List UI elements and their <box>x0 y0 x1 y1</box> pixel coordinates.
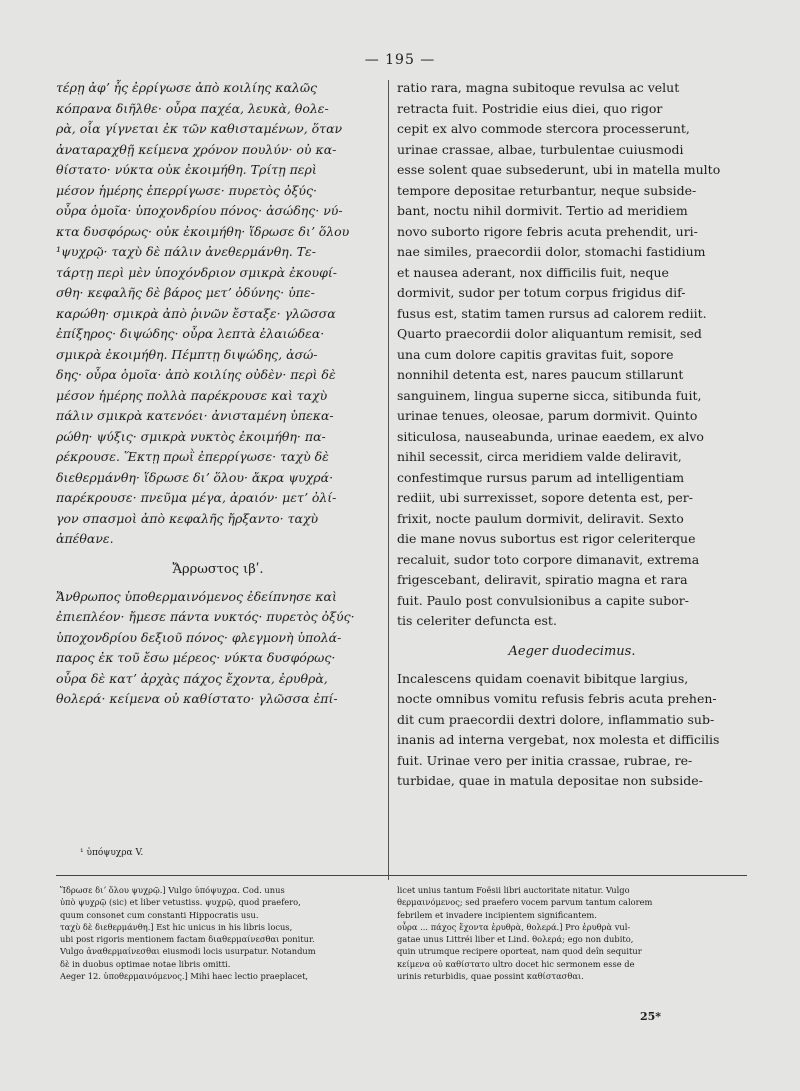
latin-text-line: Quarto praecordii dolor aliquantum remisit, sed <box>397 326 702 341</box>
latin-text-line: nihil secessit, circa meridiem valde deliravit, <box>397 449 682 464</box>
signature-mark: 25* <box>640 1010 662 1023</box>
greek-footnote: ¹ ὑπόψυχρα V. <box>80 848 144 858</box>
greek-text-line: οὖρα δὲ κατʼ ἀρχὰς πάχος ἔχοντα, ἐρυθρὰ, <box>56 670 328 686</box>
latin-case-heading: Aeger duodecimus. <box>508 643 636 659</box>
latin-text-line: fuit. Urinae vero per initia crassae, rubrae, re- <box>397 752 693 768</box>
notes-left-column <box>60 884 378 982</box>
greek-text-line: παρέκρουσε· πνεῦμα μέγα, ἀραιόν· μετʼ ὀλί- <box>56 490 337 505</box>
latin-text-part2 <box>397 669 747 792</box>
latin-text-line: cepit ex alvo commode stercora processerunt, <box>397 121 690 136</box>
note-line: Ἵδρωσε διʼ ὅλου ψυχρῷ.] Vulgo ὑπόψυχρα. Cod. unus <box>60 885 285 895</box>
greek-text-line: Ἄνθρωπος ὑποθερμαινόμενος ἐδείπνησε καὶ <box>56 588 337 604</box>
column-divider <box>388 80 389 880</box>
note-line: febrilem et invadere incipientem significantem. <box>397 909 597 920</box>
note-line: Aeger 12. ὑποθερμαινόμενος.] Mihi haec lectio praeplacet, <box>60 971 309 982</box>
greek-case-heading: Ἄρρωστος ιβʹ. <box>172 561 264 577</box>
latin-column <box>397 78 747 792</box>
latin-text-line: siticulosa, nauseabunda, urinae eaedem, ex alvo <box>397 428 704 444</box>
note-line: ubi post rigoris mentionem factam διαθερμαίνεσθαι ponitur. <box>60 934 315 945</box>
latin-text-line: sanguinem, lingua superne sicca, sitibunda fuit, <box>397 387 702 403</box>
greek-text-line: ρώθη· ψύξις· σμικρὰ νυκτὸς ἐκοιμήθη· πα- <box>56 428 326 444</box>
latin-text-line: rediit, ubi surrexisset, sopore detenta est, per- <box>397 490 693 505</box>
note-line: Vulgo ἀναθερμαίνεσθαι eiusmodi locis usurpatur. Notandum <box>60 946 316 957</box>
greek-text-line: γον σπασμοὶ ἀπὸ κεφαλῆς ἤρξαντο· ταχὺ <box>56 510 319 526</box>
greek-text-line: ἐπίξηρος· διψώδης· οὖρα λεπτὰ ἐλαιώδεα· <box>56 326 325 341</box>
greek-text-line: οὖρα ὁμοῖα· ὑποχονδρίου πόνος· ἀσώδης· νύ- <box>56 203 343 218</box>
latin-text-line: inanis ad interna vergebat, nox molesta et difficilis <box>397 732 720 747</box>
greek-text-line: σθη· κεφαλῆς δὲ βάρος μετʼ ὀδύνης· ὑπε- <box>56 285 315 300</box>
latin-text-line: frigescebant, deliravit, spiratio magna et rara <box>397 572 688 587</box>
greek-text-line: διεθερμάνθη· ἵδρωσε διʼ ὅλου· ἄκρα ψυχρά· <box>56 469 334 485</box>
latin-text-line: tempore depositae returbantur, neque subside- <box>397 182 697 198</box>
note-line: οὖρα ... πάχος ἔχοντα ἐρυθρὰ, θολερά.] Pro ἐρυθρὰ vul- <box>397 921 631 932</box>
latin-text-line: recaluit, sudor toto corpore dimanavit, extrema <box>397 551 700 567</box>
note-line: urinis returbidis, quae possint καθίστασθαι. <box>397 971 584 982</box>
latin-text-line: nonnihil detenta est, nares paucum stillarunt <box>397 367 684 382</box>
greek-text-line: κτα δυσφόρως· οὐκ ἐκοιμήθη· ἵδρωσε διʼ ὅλου <box>56 223 350 239</box>
latin-text-line: die mane novus subortus est rigor celeriterque <box>397 531 696 546</box>
greek-text-line: δης· οὖρα ὁμοῖα· ἀπὸ κοιλίης οὐδὲν· περὶ δὲ <box>56 367 336 382</box>
note-line: δὲ in duobus optimae notae libris omitti. <box>60 958 231 969</box>
greek-text-line: παρος ἐκ τοῦ ἔσω μέρεος· νύκτα δυσφόρως· <box>56 650 336 665</box>
greek-text-line: ἀναταραχθῇ κείμενα χρόνον πουλύν· οὐ κα- <box>56 141 337 157</box>
greek-text-line: ὑποχονδρίου δεξιοῦ πόνος· φλεγμονὴ ὑπολά- <box>56 629 342 645</box>
latin-text-line: urinae tenues, oleosae, parum dormivit. Quinto <box>397 408 698 423</box>
note-line: quum consonet cum constanti Hippocratis usu. <box>60 909 259 920</box>
notes-right-column <box>397 884 747 982</box>
latin-text-line: confestimque rursus parum ad intelligentiam <box>397 469 685 485</box>
latin-text-part1 <box>397 78 747 632</box>
latin-text-line: fusus est, statim tamen rursus ad calorem rediit. <box>397 305 707 321</box>
greek-text-line: ἐπιεπλέον· ἤμεσε πάντα νυκτός· πυρετὸς ὀξύς· <box>56 609 355 624</box>
latin-text-line: ratio rara, magna subitoque revulsa ac velut <box>397 80 680 95</box>
note-line: ὑπὸ ψυχρῷ (sic) et liber vetustiss. ψυχρῷ, quod praefero, <box>60 897 301 908</box>
latin-text-line: novo suborto rigore febris acuta prehendit, uri- <box>397 223 698 239</box>
note-line: quin utrumque recipere oporteat, nam quod deîn sequitur <box>397 946 642 957</box>
latin-text-line: nae similes, praecordii dolor, stomachi fastidium <box>397 244 706 259</box>
page-number: — 195 — <box>364 52 436 68</box>
latin-text-line: turbidae, quae in matula depositae non subside- <box>397 773 703 788</box>
greek-text-line: τέρῃ ἀφʼ ἧς ἐρρίγωσε ἀπὸ κοιλίης καλῶς <box>56 80 318 95</box>
greek-text-line: μέσον ἡμέρης πολλὰ παρέκρουσε καὶ ταχὺ <box>56 387 328 403</box>
greek-text-line: σμικρὰ ἐκοιμήθη. Πέμπτῃ διψώδης, ἀσώ- <box>56 346 318 362</box>
latin-text-line: retracta fuit. Postridie eius diei, quo rigor <box>397 100 663 116</box>
greek-text-line: τάρτῃ περὶ μὲν ὑποχόνδριον σμικρὰ ἐκουφί- <box>56 264 337 280</box>
latin-text-line: tis celeriter defuncta est. <box>397 613 557 628</box>
greek-text-line: καρώθη· σμικρὰ ἀπὸ ῥινῶν ἔσταξε· γλῶσσα <box>56 305 336 321</box>
latin-text-line: frixit, nocte paulum dormivit, deliravit. Sexto <box>397 510 684 526</box>
latin-text-line: nocte omnibus vomitu refusis febris acuta prehen- <box>397 691 717 706</box>
note-line: ταχὺ δὲ διεθερμάνθη.] Est hic unicus in his libris locus, <box>60 921 293 932</box>
latin-text-line: esse solent quae subsederunt, ubi in matella multo <box>397 162 721 177</box>
latin-text-line: bant, noctu nihil dormivit. Tertio ad meridiem <box>397 203 688 218</box>
greek-text-line: θολερά· κείμενα οὐ καθίστατο· γλῶσσα ἐπί- <box>56 691 338 706</box>
greek-text-line: μέσον ἡμέρης ἐπερρίγωσε· πυρετὸς ὀξύς· <box>56 182 317 198</box>
latin-text-line: urinae crassae, albae, turbulentae cuiusmodi <box>397 141 684 157</box>
greek-text-line: ρὰ, οἷα γίγνεται ἐκ τῶν καθισταμένων, ὅταν <box>56 121 343 136</box>
latin-text-line: dit cum praecordii dextri dolore, inflammatio sub- <box>397 711 715 727</box>
greek-text-line: πάλιν σμικρὰ κατενόει· ἀνισταμένη ὑπεκα- <box>56 408 334 423</box>
latin-text-line: Incalescens quidam coenavit bibitque largius, <box>397 670 689 686</box>
greek-text-part1 <box>56 78 380 550</box>
greek-column <box>56 78 380 710</box>
greek-text-line: ¹ψυχρῷ· ταχὺ δὲ πάλιν ἀνεθερμάνθη. Τε- <box>56 244 316 259</box>
greek-text-line: θίστατο· νύκτα οὐκ ἐκοιμήθη. Τρίτῃ περὶ <box>56 162 317 177</box>
notes-divider <box>56 875 747 876</box>
note-line: licet unius tantum Foësii libri auctoritate nitatur. Vulgo <box>397 885 630 895</box>
note-line: gatae unus Littréi liber et Lind. θολερά; ego non dubito, <box>397 934 634 945</box>
latin-text-line: una cum dolore capitis gravitas fuit, sopore <box>397 346 674 362</box>
latin-text-line: dormivit, sudor per totum corpus frigidus dif- <box>397 285 686 300</box>
latin-text-line: fuit. Paulo post convulsionibus a capite subor- <box>397 592 690 608</box>
greek-text-part2 <box>56 587 380 710</box>
note-line: κείμενα οὐ καθίστατο ultro docet hic sermonem esse de <box>397 958 635 969</box>
note-line: θερμαινόμενος; sed praefero vocem parvum tantum calorem <box>397 897 653 908</box>
greek-text-line: ἀπέθανε. <box>56 531 114 546</box>
greek-text-line: ρέκρουσε. Ἕκτῃ πρωῒ ἐπερρίγωσε· ταχὺ δὲ <box>56 449 329 464</box>
latin-text-line: et nausea aderant, nox difficilis fuit, neque <box>397 264 669 280</box>
greek-text-line: κόπρανα διῆλθε· οὖρα παχέα, λευκὰ, θολε- <box>56 100 329 116</box>
